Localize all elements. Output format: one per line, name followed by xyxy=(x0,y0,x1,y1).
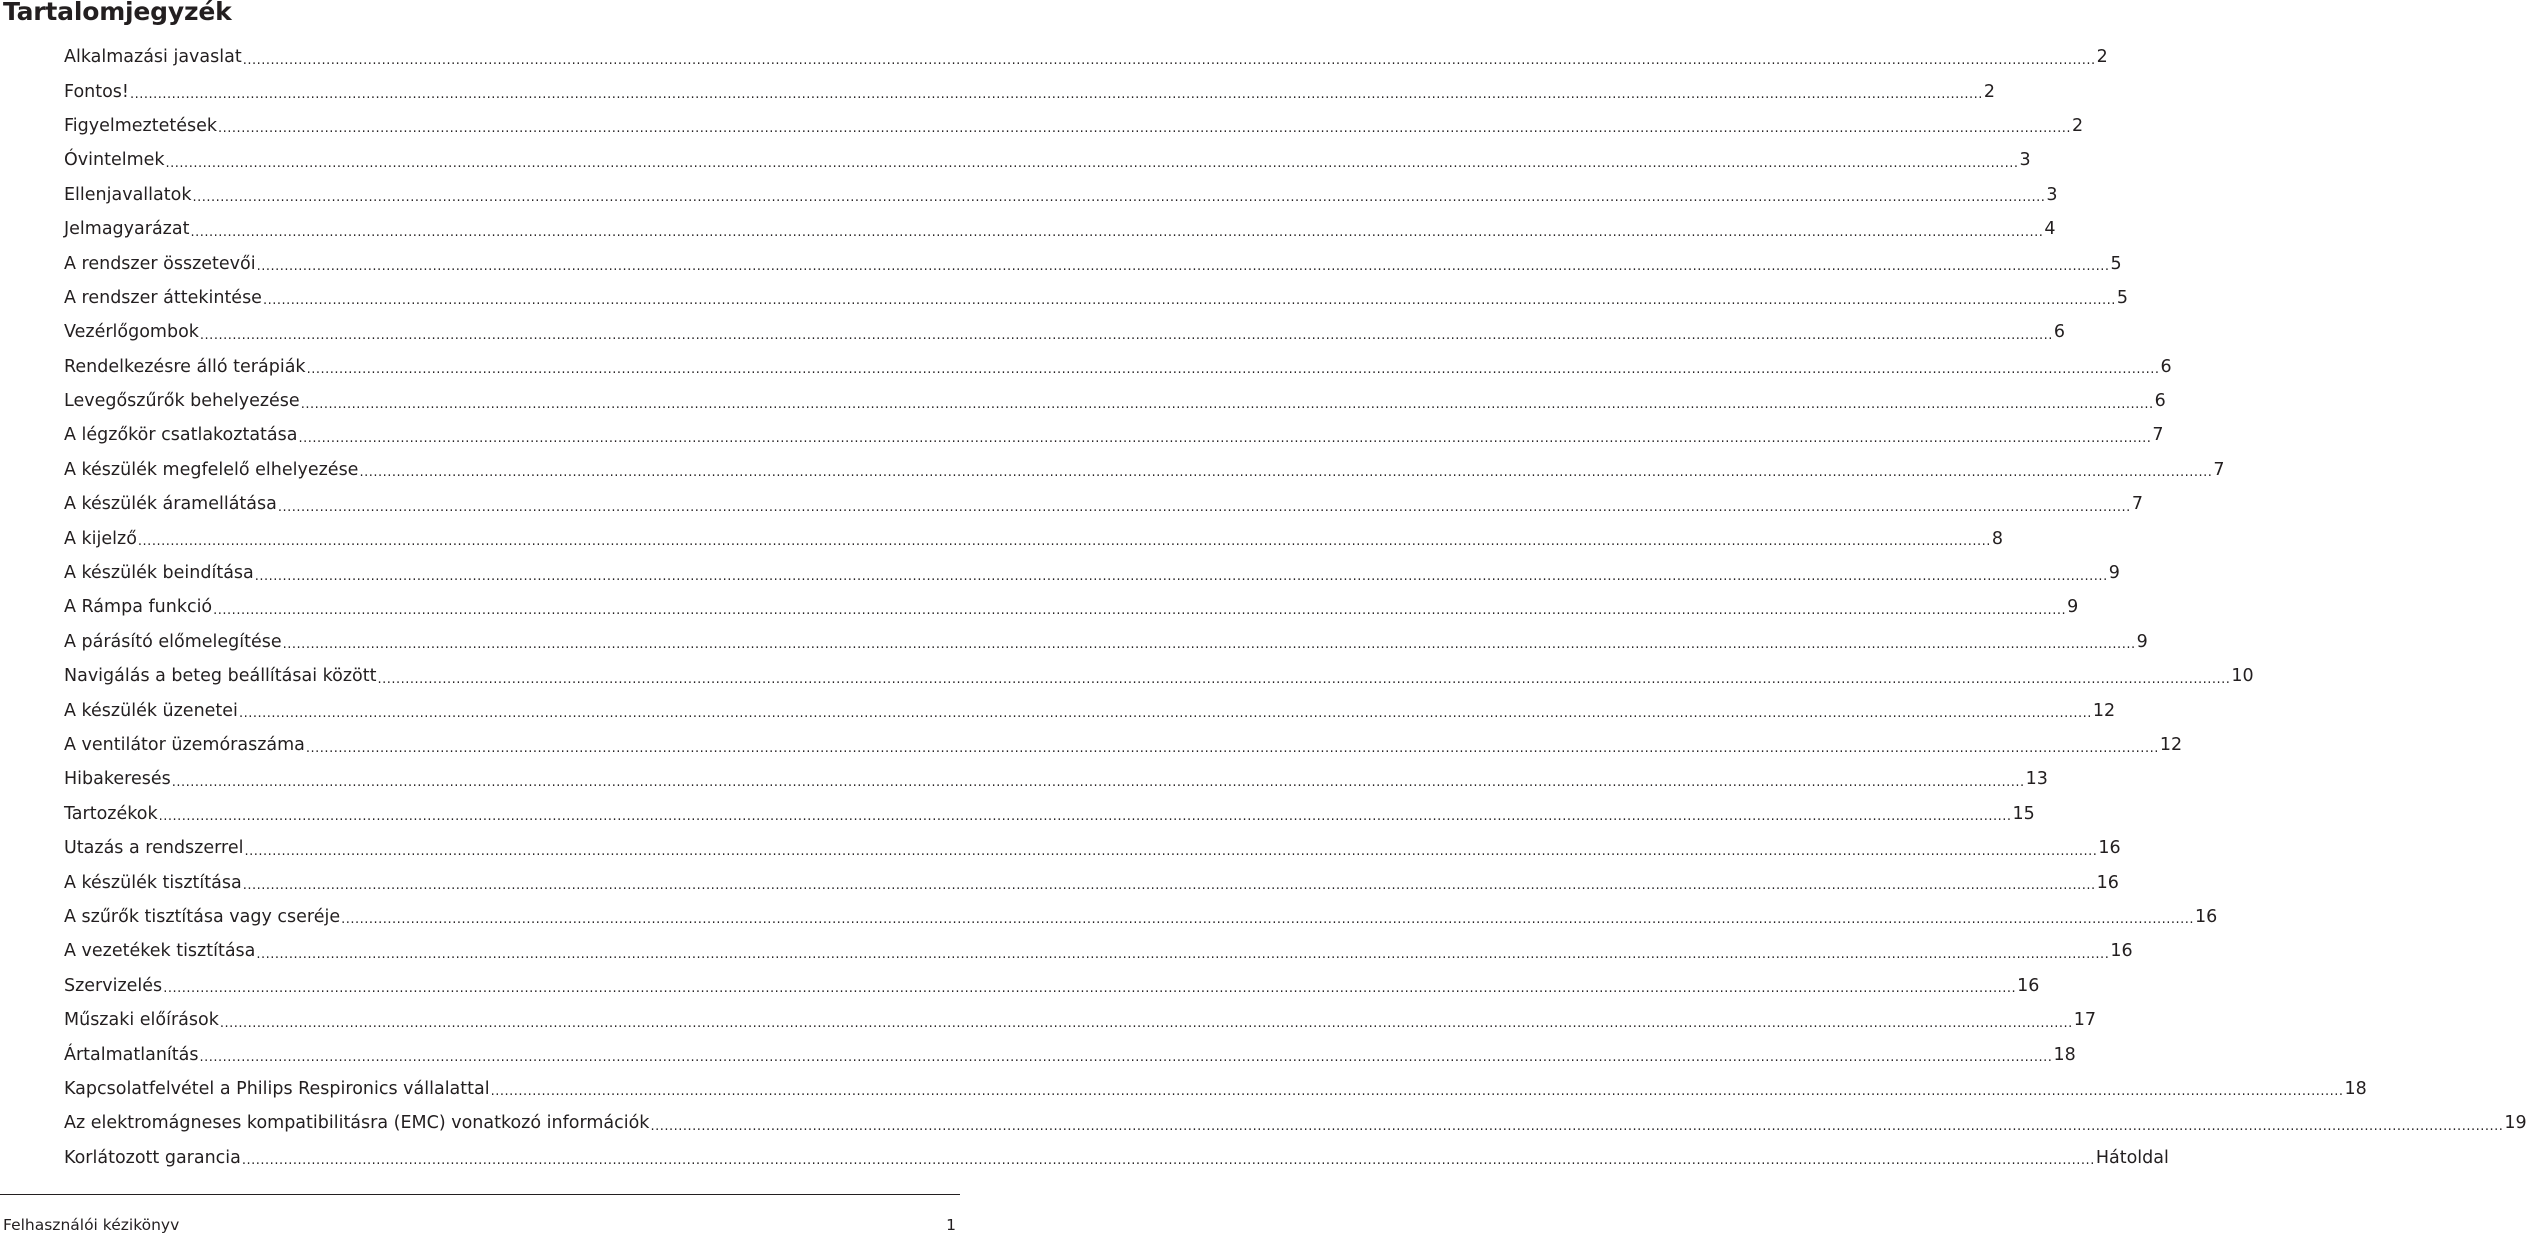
toc-entry-label: A készülék üzenetei xyxy=(64,700,238,721)
toc-entry[interactable] xyxy=(64,384,2166,418)
toc-entry-page: 7 xyxy=(2213,459,2225,480)
toc-entry[interactable] xyxy=(64,969,2040,1003)
toc-entry[interactable] xyxy=(64,418,2164,452)
toc-entry[interactable] xyxy=(64,40,2108,74)
toc-dot-leader: ................................................................................................................................................................................................................................................................................................................................................................................................................ xyxy=(199,327,2053,343)
toc-entry[interactable] xyxy=(64,1141,2169,1175)
toc-entry-page: 5 xyxy=(2110,253,2122,274)
toc-entry[interactable] xyxy=(64,143,2031,177)
toc-dot-leader: ................................................................................................................................................................................................................................................................................................................................................................................................................ xyxy=(242,52,2096,68)
toc-entry-label: A rendszer összetevői xyxy=(64,253,256,274)
toc-entry-page: 2 xyxy=(1983,81,1996,102)
table-of-contents xyxy=(64,40,2527,1175)
toc-entry-label: A készülék áramellátása xyxy=(64,494,277,515)
toc-dot-leader: ................................................................................................................................................................................................................................................................................................................................................................................................................ xyxy=(490,1084,2344,1100)
toc-entry-label: Fontos! xyxy=(64,81,129,102)
toc-dot-leader: ................................................................................................................................................................................................................................................................................................................................................................................................................ xyxy=(306,362,2160,378)
toc-dot-leader: ................................................................................................................................................................................................................................................................................................................................................................................................................ xyxy=(238,706,2092,722)
toc-dot-leader: ................................................................................................................................................................................................................................................................................................................................................................................................................ xyxy=(158,809,2012,825)
toc-dot-leader: ................................................................................................................................................................................................................................................................................................................................................................................................................ xyxy=(165,155,2019,171)
toc-dot-leader: ................................................................................................................................................................................................................................................................................................................................................................................................................ xyxy=(218,121,2071,137)
toc-entry[interactable] xyxy=(64,1037,2076,1071)
toc-entry-page: 2 xyxy=(2071,115,2084,136)
toc-entry[interactable] xyxy=(64,1003,2097,1037)
toc-entry-page: 16 xyxy=(2017,975,2040,996)
toc-entry[interactable] xyxy=(64,109,2084,143)
toc-entry-label: A ventilátor üzemóraszáma xyxy=(64,735,305,755)
toc-entry-label: Ártalmatlanítás xyxy=(64,1044,199,1065)
toc-entry[interactable] xyxy=(64,900,2218,934)
footer-document-name: Felhasználói kézikönyv xyxy=(3,1216,180,1234)
toc-entry-label: Figyelmeztetések xyxy=(64,115,218,136)
toc-entry-label: Az elektromágneses kompatibilitásra (EMC) vonatkozó információk xyxy=(64,1113,650,1134)
toc-dot-leader: ................................................................................................................................................................................................................................................................................................................................................................................................................ xyxy=(341,912,2195,928)
toc-entry-page: 16 xyxy=(2098,838,2121,859)
toc-entry-label: Tartozékok xyxy=(64,803,158,824)
toc-entry-label: A Rámpa funkció xyxy=(64,597,213,618)
toc-entry-label: Rendelkezésre álló terápiák xyxy=(64,356,306,377)
toc-entry-page: 3 xyxy=(2019,150,2031,171)
footer-page-number: 1 xyxy=(946,1216,956,1234)
toc-entry[interactable] xyxy=(64,487,2143,521)
toc-entry-label: A készülék tisztítása xyxy=(64,872,242,893)
toc-entry-page: 16 xyxy=(2110,941,2133,962)
toc-entry-page: 12 xyxy=(2092,700,2116,721)
toc-entry[interactable] xyxy=(64,178,2058,212)
toc-entry-label: Utazás a rendszerrel xyxy=(64,838,244,859)
toc-entry-label: Levegőszűrők behelyezése xyxy=(64,391,300,412)
toc-entry-page: 19 xyxy=(2504,1113,2527,1134)
toc-entry-page: 18 xyxy=(2344,1078,2367,1099)
toc-entry-label: Navigálás a beteg beállításai között xyxy=(64,666,377,687)
page-title: Tartalomjegyzék xyxy=(3,0,232,26)
toc-entry-page: 9 xyxy=(2067,597,2079,618)
toc-entry-label: Alkalmazási javaslat xyxy=(64,47,242,68)
toc-entry-page: 12 xyxy=(2159,735,2183,755)
toc-entry[interactable] xyxy=(64,865,2119,899)
toc-entry-label: Hibakeresés xyxy=(64,769,171,790)
toc-entry[interactable] xyxy=(64,1106,2527,1140)
toc-dot-leader: ................................................................................................................................................................................................................................................................................................................................................................................................................ xyxy=(254,568,2108,584)
toc-entry[interactable] xyxy=(64,831,2121,865)
toc-dot-leader: ................................................................................................................................................................................................................................................................................................................................................................................................................ xyxy=(298,430,2152,446)
toc-entry[interactable] xyxy=(64,625,2148,659)
toc-entry[interactable] xyxy=(64,521,2003,555)
toc-dot-leader: ................................................................................................................................................................................................................................................................................................................................................................................................................ xyxy=(244,843,2098,859)
toc-entry-label: Jelmagyarázat xyxy=(64,219,190,240)
toc-dot-leader: ................................................................................................................................................................................................................................................................................................................................................................................................................ xyxy=(213,602,2067,618)
toc-dot-leader: ................................................................................................................................................................................................................................................................................................................................................................................................................ xyxy=(190,224,2044,240)
toc-entry-page: 16 xyxy=(2096,872,2119,893)
toc-entry-page: 6 xyxy=(2154,391,2166,412)
toc-dot-leader: ................................................................................................................................................................................................................................................................................................................................................................................................................ xyxy=(256,946,2110,962)
toc-entry-page: 9 xyxy=(2108,563,2120,584)
toc-entry-page: 7 xyxy=(2152,425,2164,446)
toc-entry[interactable] xyxy=(64,590,2079,624)
toc-dot-leader: ................................................................................................................................................................................................................................................................................................................................................................................................................ xyxy=(242,878,2096,894)
toc-entry-label: A párásító előmelegítése xyxy=(64,631,282,652)
toc-dot-leader: ................................................................................................................................................................................................................................................................................................................................................................................................................ xyxy=(129,87,1983,103)
toc-entry[interactable] xyxy=(64,281,2129,315)
toc-entry[interactable] xyxy=(64,1072,2367,1106)
toc-dot-leader: ................................................................................................................................................................................................................................................................................................................................................................................................................ xyxy=(171,774,2025,790)
toc-entry-label: A légzőkör csatlakoztatása xyxy=(64,425,298,446)
toc-entry[interactable] xyxy=(64,659,2254,693)
toc-entry[interactable] xyxy=(64,934,2133,968)
toc-entry-page: 5 xyxy=(2116,287,2129,308)
toc-dot-leader: ................................................................................................................................................................................................................................................................................................................................................................................................................ xyxy=(199,1050,2053,1066)
toc-dot-leader: ................................................................................................................................................................................................................................................................................................................................................................................................................ xyxy=(241,1153,2095,1169)
toc-dot-leader: ................................................................................................................................................................................................................................................................................................................................................................................................................ xyxy=(277,499,2131,515)
toc-entry-page: 6 xyxy=(2160,356,2172,377)
toc-entry-page: 3 xyxy=(2046,184,2058,205)
toc-entry-page: 6 xyxy=(2053,322,2065,343)
footer-divider xyxy=(0,1194,960,1195)
toc-dot-leader: ................................................................................................................................................................................................................................................................................................................................................................................................................ xyxy=(256,259,2110,275)
toc-entry-label: Ellenjavallatok xyxy=(64,184,192,205)
toc-dot-leader: ................................................................................................................................................................................................................................................................................................................................................................................................................ xyxy=(192,190,2046,206)
toc-entry-label: A vezetékek tisztítása xyxy=(64,941,256,962)
toc-dot-leader: ................................................................................................................................................................................................................................................................................................................................................................................................................ xyxy=(219,1015,2073,1031)
toc-entry-label: A szűrők tisztítása vagy cseréje xyxy=(64,906,341,927)
toc-entry-label: Óvintelmek xyxy=(64,150,165,171)
toc-entry-label: Vezérlőgombok xyxy=(64,322,199,343)
toc-entry-label: Kapcsolatfelvétel a Philips Respironics vállalattal xyxy=(64,1078,490,1099)
toc-entry-page: 4 xyxy=(2044,219,2056,240)
toc-dot-leader: ................................................................................................................................................................................................................................................................................................................................................................................................................ xyxy=(262,293,2116,309)
toc-entry[interactable] xyxy=(64,246,2122,280)
toc-entry-label: A készülék beindítása xyxy=(64,563,254,584)
toc-entry-label: A kijelző xyxy=(64,528,137,549)
toc-entry[interactable] xyxy=(64,74,1996,108)
toc-entry-label: Korlátozott garancia xyxy=(64,1147,241,1168)
toc-entry[interactable] xyxy=(64,693,2116,727)
toc-entry[interactable] xyxy=(64,728,2183,762)
toc-entry-label: Szervizelés xyxy=(64,975,163,996)
toc-dot-leader: ................................................................................................................................................................................................................................................................................................................................................................................................................ xyxy=(163,981,2017,997)
toc-entry-page: 8 xyxy=(1991,528,2003,549)
toc-dot-leader: ................................................................................................................................................................................................................................................................................................................................................................................................................ xyxy=(137,534,1991,550)
toc-entry[interactable] xyxy=(64,453,2225,487)
toc-dot-leader: ................................................................................................................................................................................................................................................................................................................................................................................................................ xyxy=(305,740,2159,756)
toc-entry-page: 18 xyxy=(2053,1044,2076,1065)
toc-entry[interactable] xyxy=(64,797,2035,831)
toc-entry-label: A rendszer áttekintése xyxy=(64,287,262,308)
toc-entry-page: 9 xyxy=(2136,631,2148,652)
toc-entry-label: Műszaki előírások xyxy=(64,1010,219,1031)
toc-entry[interactable] xyxy=(64,350,2172,384)
toc-dot-leader: ................................................................................................................................................................................................................................................................................................................................................................................................................ xyxy=(300,396,2154,412)
toc-dot-leader: ................................................................................................................................................................................................................................................................................................................................................................................................................ xyxy=(650,1118,2504,1134)
toc-entry[interactable] xyxy=(64,315,2065,349)
toc-dot-leader: ................................................................................................................................................................................................................................................................................................................................................................................................................ xyxy=(359,465,2213,481)
toc-entry-page: 15 xyxy=(2012,803,2035,824)
toc-entry[interactable] xyxy=(64,212,2056,246)
toc-dot-leader: ................................................................................................................................................................................................................................................................................................................................................................................................................ xyxy=(282,637,2136,653)
toc-entry-page: 7 xyxy=(2131,494,2143,515)
toc-entry-page: 10 xyxy=(2231,666,2254,687)
toc-entry-label: A készülék megfelelő elhelyezése xyxy=(64,459,359,480)
toc-entry-page: Hátoldal xyxy=(2095,1147,2169,1168)
toc-entry[interactable] xyxy=(64,762,2048,796)
toc-entry-page: 17 xyxy=(2073,1010,2097,1031)
toc-entry[interactable] xyxy=(64,556,2120,590)
toc-dot-leader: ................................................................................................................................................................................................................................................................................................................................................................................................................ xyxy=(377,671,2231,687)
toc-entry-page: 2 xyxy=(2096,47,2108,68)
toc-entry-page: 16 xyxy=(2195,906,2218,927)
toc-entry-page: 13 xyxy=(2025,769,2048,790)
